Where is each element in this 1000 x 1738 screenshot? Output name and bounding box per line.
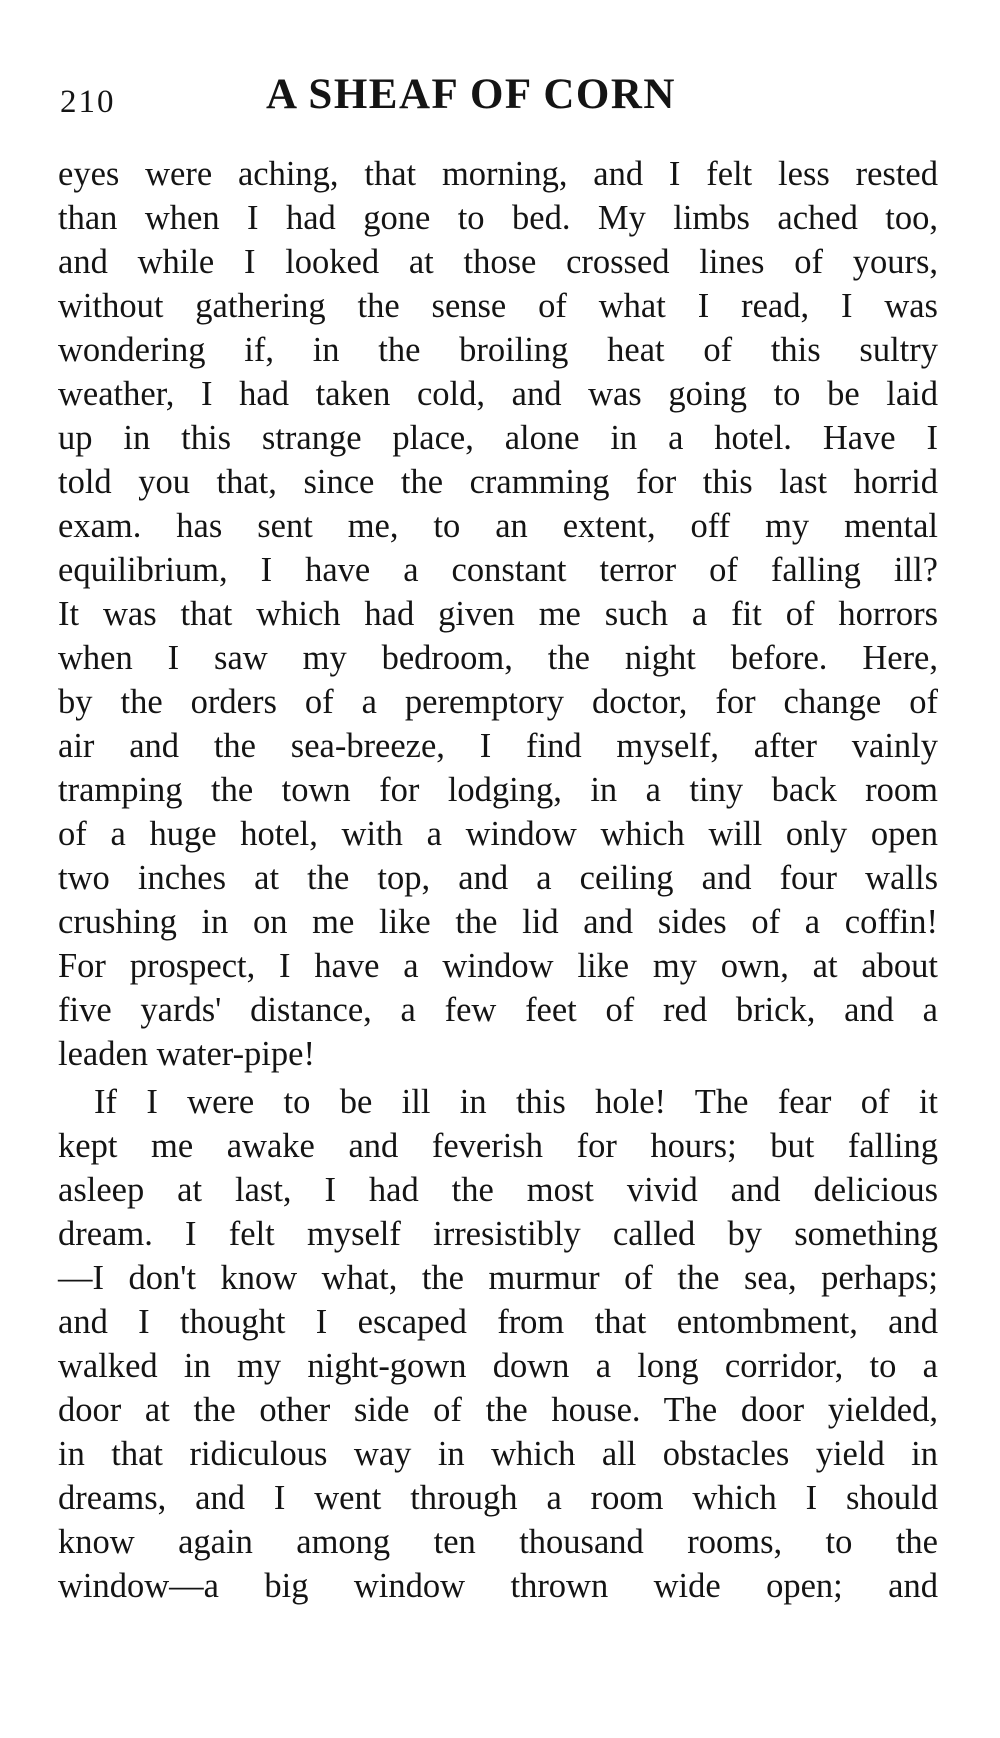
- text-line: eyes were aching, that morning, and I felt less rested: [58, 155, 938, 193]
- text-line: two inches at the top, and a ceiling and four walls: [58, 859, 938, 897]
- text-line: asleep at last, I had the most vivid and delicious: [58, 1171, 938, 1209]
- text-line: dream. I felt myself irresistibly called by something: [58, 1215, 938, 1253]
- text-line: air and the sea-breeze, I find myself, after vainly: [58, 727, 938, 765]
- text-line: —I don't know what, the murmur of the sea, perhaps;: [58, 1259, 938, 1297]
- text-line: in that ridiculous way in which all obstacles yield in: [58, 1435, 938, 1473]
- text-line: If I were to be ill in this hole! The fear of it: [94, 1083, 938, 1121]
- text-line: exam. has sent me, to an extent, off my mental: [58, 507, 938, 545]
- text-line: and I thought I escaped from that entombment, and: [58, 1303, 938, 1341]
- text-line: dreams, and I went through a room which I should: [58, 1479, 938, 1517]
- text-line: and while I looked at those crossed lines of yours,: [58, 243, 938, 281]
- body-text: [58, 152, 938, 1608]
- text-line: equilibrium, I have a constant terror of falling ill?: [58, 551, 938, 589]
- paragraph-1: [58, 152, 938, 1076]
- book-title: A SHEAF OF CORN: [266, 71, 676, 118]
- text-line: wondering if, in the broiling heat of this sultry: [58, 331, 938, 369]
- text-line: know again among ten thousand rooms, to the: [58, 1523, 938, 1561]
- text-line: than when I had gone to bed. My limbs ached too,: [58, 199, 938, 237]
- text-line: door at the other side of the house. The door yielded,: [58, 1391, 938, 1429]
- text-line: kept me awake and feverish for hours; but falling: [58, 1127, 938, 1165]
- text-line: It was that which had given me such a fit of horrors: [58, 595, 938, 633]
- text-line: up in this strange place, alone in a hotel. Have I: [58, 419, 938, 457]
- text-line: walked in my night-gown down a long corridor, to a: [58, 1347, 938, 1385]
- text-line: by the orders of a peremptory doctor, for change of: [58, 683, 938, 721]
- text-line: For prospect, I have a window like my own, at about: [58, 947, 938, 985]
- text-line: when I saw my bedroom, the night before. Here,: [58, 639, 938, 677]
- text-line: crushing in on me like the lid and sides of a coffin!: [58, 903, 938, 941]
- text-line: without gathering the sense of what I read, I was: [58, 287, 938, 325]
- text-line: tramping the town for lodging, in a tiny back room: [58, 771, 938, 809]
- text-line: leaden water-pipe!: [58, 1035, 315, 1073]
- text-line: five yards' distance, a few feet of red brick, and a: [58, 991, 938, 1029]
- page-number: 210: [60, 84, 116, 120]
- paragraph-2: [58, 1080, 938, 1608]
- text-line: weather, I had taken cold, and was going to be laid: [58, 375, 938, 413]
- running-head: [58, 70, 938, 130]
- text-line: window—a big window thrown wide open; and: [58, 1567, 938, 1605]
- text-line: told you that, since the cramming for this last horrid: [58, 463, 938, 501]
- text-line: of a huge hotel, with a window which will only open: [58, 815, 938, 853]
